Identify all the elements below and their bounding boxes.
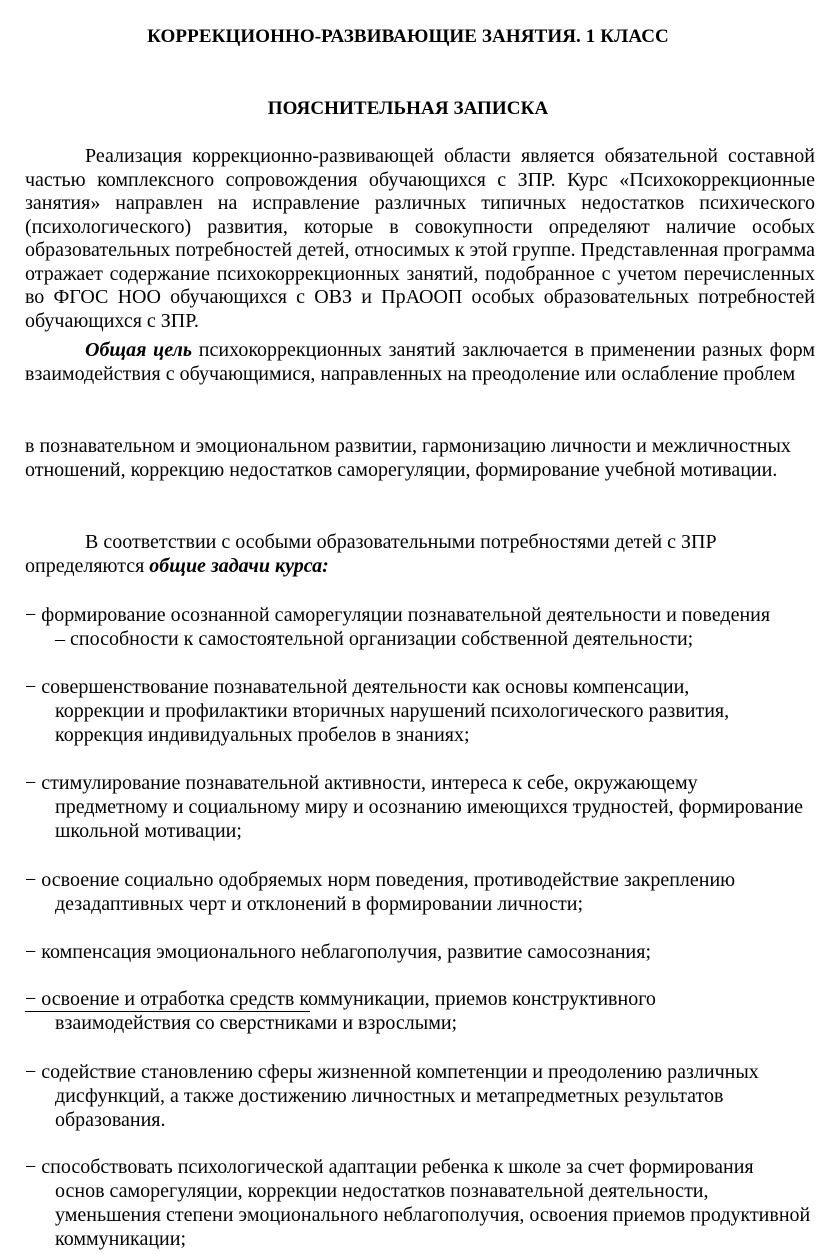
tasks-emphasis: общие задачи курса: (149, 554, 329, 577)
task-continuation: основ саморегуляции, коррекции недостатков познавательной деятельности, уменьшения степени эмоционального неблагополучия, освоения приемов продуктивной коммуникации; (55, 1180, 811, 1250)
task-first-line: − способствовать психологической адаптации ребенка к школе за счет формирования (25, 1156, 754, 1178)
paragraph-intro: Реализация коррекционно-развивающей области является обязательной составной частью комплексного сопровождения обучающихся с ЗПР. Курс «Психокоррекционные занятия» направлен на исправление различных типичных недостатков психического (психологического) развития, которые в совокупности определяют наличие особых образовательных потребностей детей, относимых к этой группе. Представленная программа отражает содержание психокоррекционных занятий, подобранное с учетом перечисленных во ФГОС НОО обучающихся с ОВЗ и ПрАООП особых образовательных потребностей обучающихся с ЗПР. (25, 145, 815, 332)
goal-text: психокоррекционных занятий заключается в применении разных форм взаимодействия с обучающимися, направленных на преодоление или ослабление проблем (25, 339, 815, 385)
task-continuation: взаимодействия со сверстниками и взрослыми; (55, 1012, 458, 1034)
task-first-line: − формирование осознанной саморегуляции познавательной деятельности и поведения (25, 604, 771, 626)
task-item (25, 868, 815, 916)
underline-mark (25, 1011, 310, 1012)
task-first-line: − стимулирование познавательной активности, интереса к себе, окружающему (25, 772, 698, 794)
task-item (25, 1060, 815, 1132)
task-first-line: − освоение социально одобряемых норм поведения, противодействие закреплению (25, 869, 736, 891)
task-item (25, 675, 815, 747)
task-first-line: − освоение и отработка средств коммуникации, приемов конструктивного (25, 988, 656, 1010)
paragraph-goal-continued: в познавательном и эмоциональном развитии, гармонизацию личности и межличностных отношений, коррекцию недостатков саморегуляции, формирование учебной мотивации. (25, 435, 791, 481)
task-item (25, 1155, 815, 1251)
goal-emphasis: Общая цель (85, 339, 193, 361)
task-continuation: – способности к самостоятельной организации собственной деятельности; (55, 628, 694, 650)
task-first-line: − совершенствование познавательной деятельности как основы компенсации, (25, 676, 690, 698)
paragraph-goal (25, 339, 815, 386)
task-continuation: предметному и социальному миру и осознанию имеющихся трудностей, формирование школьной мотивации; (55, 796, 804, 842)
task-first-line: − компенсация эмоционального неблагополучия, развитие самосознания; (25, 941, 651, 963)
task-item (25, 603, 815, 651)
task-continuation: коррекции и профилактики вторичных нарушений психологического развития, коррекция индивидуальных пробелов в знаниях; (55, 700, 730, 746)
task-continuation: дезадаптивных черт и отклонений в формировании личности; (55, 893, 584, 915)
task-item (25, 771, 815, 843)
paragraph-tasks-lead (25, 531, 815, 578)
document-title: КОРРЕКЦИОННО-РАЗВИВАЮЩИЕ ЗАНЯТИЯ. 1 КЛАСС (147, 26, 669, 47)
task-continuation: дисфункций, а также достижению личностных и метапредметных результатов образования. (55, 1085, 724, 1131)
task-item (25, 940, 815, 964)
task-first-line: − содействие становлению сферы жизненной компетенции и преодолению различных (25, 1061, 759, 1083)
tasks-lead-text: В соответствии с особыми образовательными потребностями детей с ЗПР определяются (25, 531, 717, 577)
document-subtitle: ПОЯСНИТЕЛЬНАЯ ЗАПИСКА (267, 98, 549, 119)
